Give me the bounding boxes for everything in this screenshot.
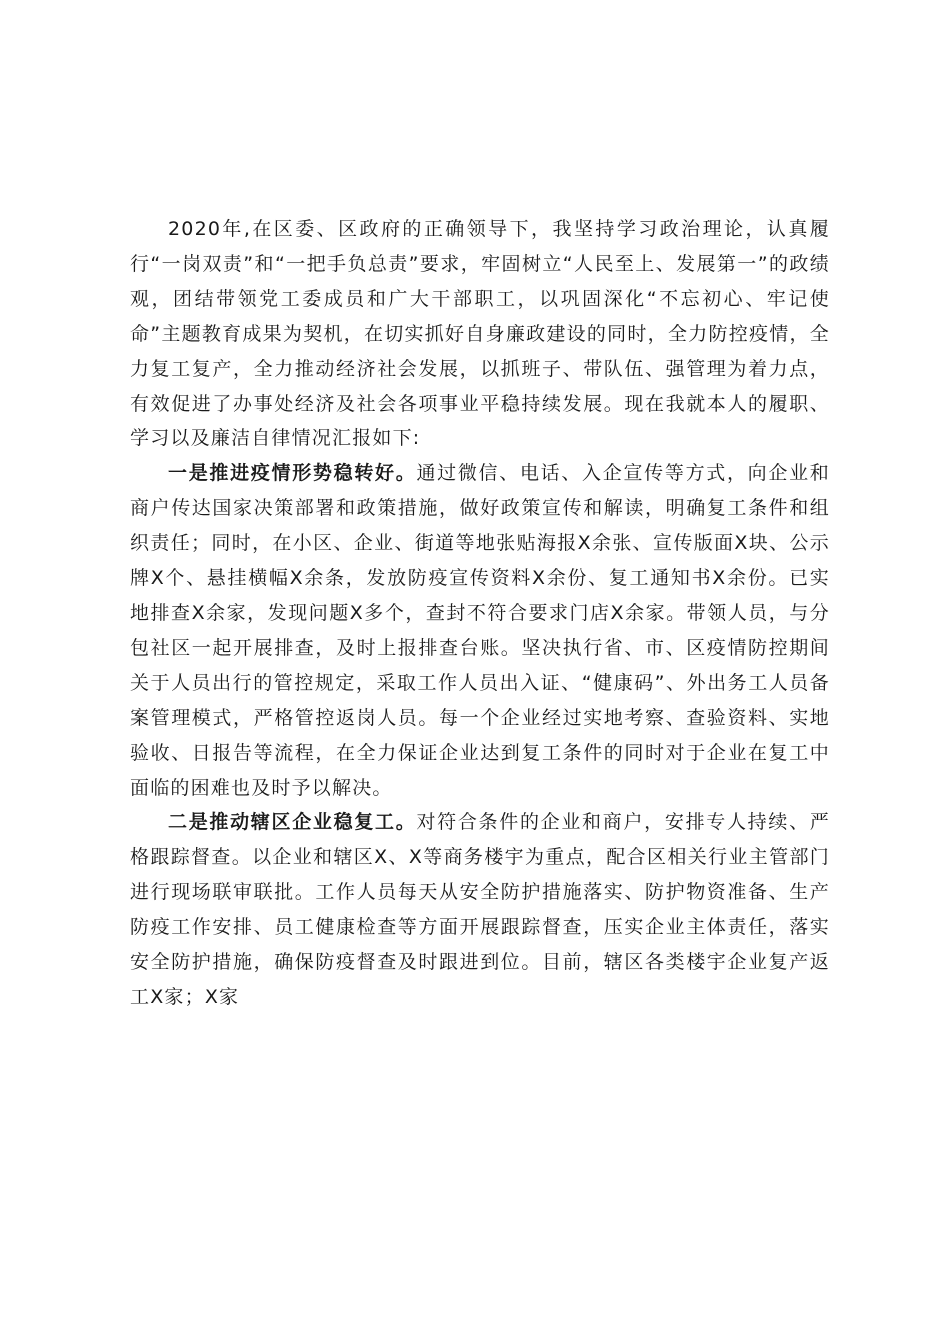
paragraph-intro (130, 212, 830, 456)
paragraph-enterprise (130, 805, 830, 1014)
paragraph-intro-text: 2020年,在区委、区政府的正确领导下，我坚持学习政治理论，认真履行“一岗双责”和“一把手负总责”要求，牢固树立“人民至上、发展第一”的政绩观，团结带领党工委成员和广大干部职工，以巩固深化“不忘初心、牢记使命”主题教育成果为契机，在切实抓好自身廉政建设的同时，全力防控疫情，全力复工复产，全力推动经济社会发展，以抓班子、带队伍、强管理为着力点，有效促进了办事处经济及社会各项事业平稳持续发展。现在我就本人的履职、学习以及廉洁自律情况汇报如下: (130, 218, 830, 450)
paragraph-epidemic (130, 456, 830, 805)
paragraph-epidemic-heading: 一是推进疫情形势稳转好。 (168, 462, 417, 485)
document-body (130, 212, 830, 1015)
paragraph-enterprise-text: 对符合条件的企业和商户，安排专人持续、严格跟踪督查。以企业和辖区X、X等商务楼宇为重点，配合区相关行业主管部门进行现场联审联批。工作人员每天从安全防护措施落实、防护物资准备、生产防疫工作安排、员工健康检查等方面开展跟踪督查，压实企业主体责任，落实安全防护措施，确保防疫督查及时跟进到位。目前，辖区各类楼宇企业复产返工X家；X家 (130, 811, 830, 1008)
paragraph-epidemic-text: 通过微信、电话、入企宣传等方式，向企业和商户传达国家决策部署和政策措施，做好政策宣传和解读，明确复工条件和组织责任；同时，在小区、企业、街道等地张贴海报X余张、宣传版面X块、公示牌X个、悬挂横幅X余条，发放防疫宣传资料X余份、复工通知书X余份。已实地排查X余家，发现问题X多个，查封不符合要求门店X余家。带领人员，与分包社区一起开展排查，及时上报排查台账。坚决执行省、市、区疫情防控期间关于人员出行的管控规定，采取工作人员出入证、“健康码”、外出务工人员备案管理模式，严格管控返岗人员。每一个企业经过实地考察、查验资料、实地验收、日报告等流程，在全力保证企业达到复工条件的同时对于企业在复工中面临的困难也及时予以解决。 (130, 462, 830, 799)
paragraph-enterprise-heading: 二是推动辖区企业稳复工。 (168, 811, 417, 834)
